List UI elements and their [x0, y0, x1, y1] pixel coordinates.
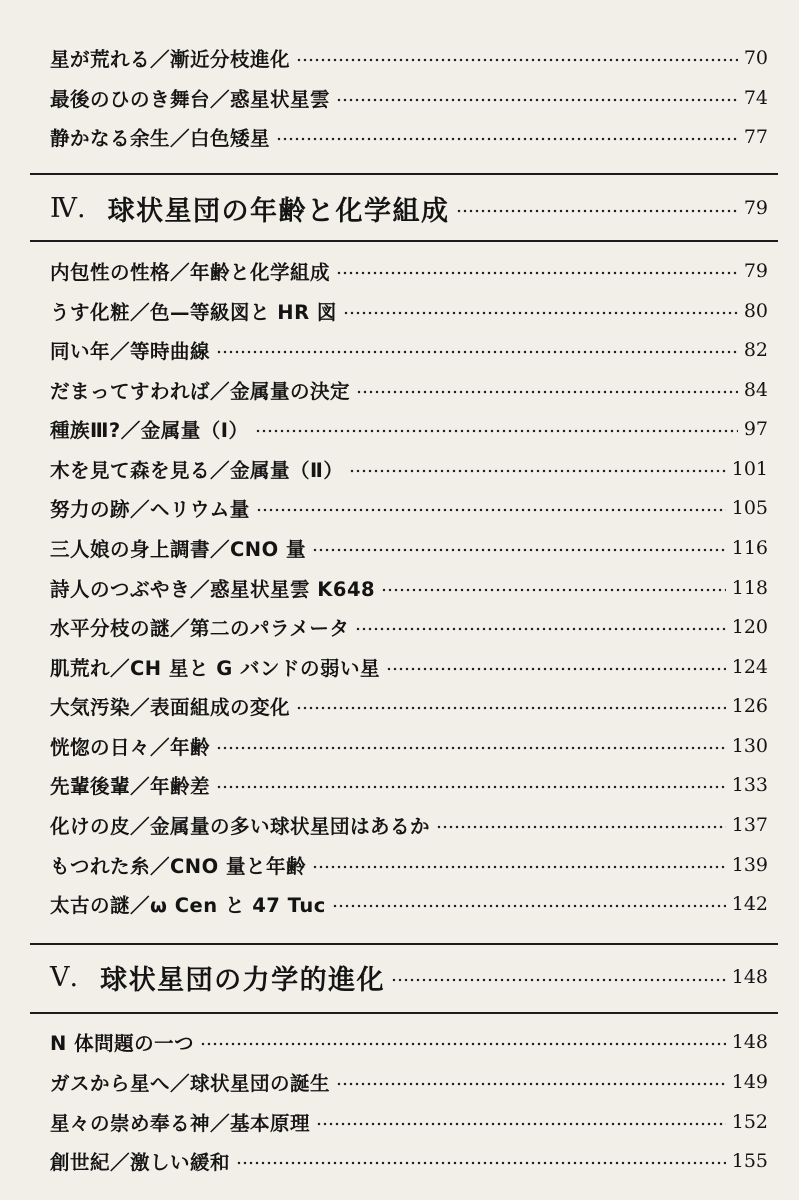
entry-title: 同い年／等時曲線 — [50, 340, 211, 363]
entry-page: 70 — [743, 47, 768, 69]
entry-title: うす化粧／色—等級図と HR 図 — [50, 301, 337, 324]
leader-dots — [381, 588, 726, 592]
toc-entry[interactable] — [50, 295, 768, 327]
section-divider — [30, 240, 778, 242]
leader-dots — [436, 825, 726, 829]
toc-entry[interactable] — [50, 1106, 768, 1138]
leader-dots — [349, 469, 725, 473]
toc-entry[interactable] — [50, 121, 768, 153]
entry-title: 水平分枝の謎／第二のパラメータ — [50, 617, 350, 640]
entry-page: 84 — [743, 379, 768, 401]
leader-dots — [296, 58, 738, 62]
toc-entry[interactable] — [50, 532, 768, 564]
toc-entry[interactable] — [50, 769, 768, 801]
chapter-heading[interactable] — [50, 186, 768, 230]
toc-entry[interactable] — [50, 888, 768, 920]
entry-page: 116 — [731, 537, 768, 559]
entry-page: 149 — [731, 1071, 768, 1093]
entry-title: 三人娘の身上調書／CNO 量 — [50, 538, 306, 561]
entry-title: 詩人のつぶやき／惑星状星雲 K648 — [50, 578, 376, 601]
toc-entry[interactable] — [50, 690, 768, 722]
leader-dots — [200, 1042, 726, 1046]
entry-page: 152 — [731, 1111, 768, 1133]
leader-dots — [355, 627, 725, 631]
entry-title: 星々の崇め奉る神／基本原理 — [50, 1112, 311, 1135]
entry-title: 化けの皮／金属量の多い球状星団はあるか — [50, 815, 431, 838]
leader-dots — [332, 904, 726, 908]
entry-page: 126 — [731, 695, 768, 717]
entry-title: 星が荒れる／漸近分枝進化 — [50, 48, 291, 71]
entry-page: 82 — [743, 339, 768, 361]
toc-entry[interactable] — [50, 42, 768, 74]
toc-entry[interactable] — [50, 492, 768, 524]
toc-entry[interactable] — [50, 413, 768, 445]
entry-page: 77 — [743, 126, 768, 148]
chapter-heading[interactable] — [50, 955, 768, 999]
entry-page: 133 — [731, 774, 768, 796]
chapter-title: 球状星団の力学的進化 — [100, 964, 386, 996]
entry-title: 静かなる余生／白色矮星 — [50, 127, 271, 150]
entry-title: N 体問題の一つ — [50, 1032, 195, 1055]
toc-entry[interactable] — [50, 611, 768, 643]
toc-entry[interactable] — [50, 82, 768, 114]
leader-dots — [386, 667, 726, 671]
entry-title: 大気汚染／表面組成の変化 — [50, 696, 291, 719]
chapter-title: 球状星団の年齢と化学組成 — [107, 195, 450, 227]
toc-entry[interactable] — [50, 453, 768, 485]
leader-dots — [296, 706, 726, 710]
entry-title: 木を見て森を見る／金属量（Ⅱ） — [50, 459, 344, 482]
entry-title: 先輩後輩／年齢差 — [50, 775, 211, 798]
toc-entry[interactable] — [50, 374, 768, 406]
toc-entry[interactable] — [50, 651, 768, 683]
toc-entry[interactable] — [50, 1066, 768, 1098]
entry-page: 148 — [731, 1031, 768, 1053]
leader-dots — [256, 508, 726, 512]
leader-dots — [312, 865, 726, 869]
entry-page: 79 — [743, 260, 768, 282]
entry-title: もつれた糸／CNO 量と年齢 — [50, 855, 306, 878]
entry-page: 137 — [731, 814, 768, 836]
leader-dots — [356, 390, 738, 394]
toc-entry[interactable] — [50, 809, 768, 841]
entry-page: 101 — [731, 458, 768, 480]
leader-dots — [216, 350, 738, 354]
leader-dots — [336, 98, 738, 102]
entry-title: だまってすわれば／金属量の決定 — [50, 380, 351, 403]
toc-entry[interactable] — [50, 1026, 768, 1058]
leader-dots — [276, 137, 738, 141]
leader-dots — [343, 311, 738, 315]
leader-dots — [316, 1122, 726, 1126]
entry-title: 肌荒れ／CH 星と G バンドの弱い星 — [50, 657, 381, 680]
entry-title: 内包性の性格／年齢と化学組成 — [50, 261, 331, 284]
entry-page: 130 — [731, 735, 768, 757]
chapter-number: Ⅴ. — [50, 961, 79, 993]
toc-entry[interactable] — [50, 730, 768, 762]
leader-dots — [255, 429, 738, 433]
entry-title: ガスから星へ／球状星団の誕生 — [50, 1072, 331, 1095]
leader-dots — [456, 209, 738, 213]
leader-dots — [336, 1082, 726, 1086]
leader-dots — [216, 785, 726, 789]
section-divider — [30, 1012, 778, 1014]
toc-entry[interactable] — [50, 334, 768, 366]
leader-dots — [336, 271, 738, 275]
entry-title: 努力の跡／ヘリウム量 — [50, 498, 250, 521]
toc-entry[interactable] — [50, 849, 768, 881]
entry-page: 124 — [731, 656, 768, 678]
entry-title: 創世紀／激しい緩和 — [50, 1151, 231, 1174]
entry-title: 恍惚の日々／年齢 — [50, 736, 211, 759]
entry-title: 種族Ⅲ?／金属量（Ⅰ） — [50, 419, 249, 442]
toc-entry[interactable] — [50, 1145, 768, 1177]
entry-title: 太古の謎／ω Cen と 47 Tuc — [50, 894, 326, 917]
section-divider — [30, 173, 778, 175]
entry-page: 155 — [731, 1150, 768, 1172]
entry-page: 105 — [731, 497, 768, 519]
chapter-number: Ⅳ. — [50, 192, 86, 224]
section-divider — [30, 943, 778, 945]
entry-page: 142 — [731, 893, 768, 915]
entry-page: 97 — [743, 418, 768, 440]
leader-dots — [236, 1161, 726, 1165]
leader-dots — [216, 746, 726, 750]
toc-entry[interactable] — [50, 572, 768, 604]
entry-page: 74 — [743, 87, 768, 109]
entry-title: 最後のひのき舞台／惑星状星雲 — [50, 88, 331, 111]
leader-dots — [312, 548, 726, 552]
entry-page: 139 — [731, 854, 768, 876]
entry-page: 118 — [731, 577, 768, 599]
chapter-page: 79 — [743, 197, 768, 219]
chapter-page: 148 — [731, 966, 768, 988]
leader-dots — [391, 978, 726, 982]
toc-entry[interactable] — [50, 255, 768, 287]
entry-page: 120 — [731, 616, 768, 638]
entry-page: 80 — [743, 300, 768, 322]
